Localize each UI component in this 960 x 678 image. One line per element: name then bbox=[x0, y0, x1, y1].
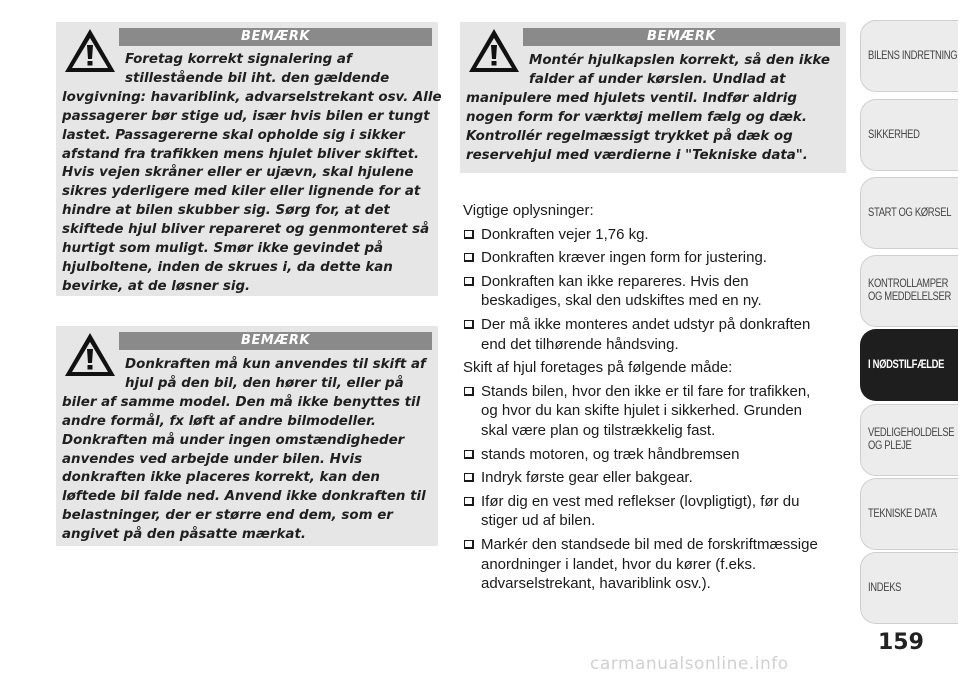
tab-label: TEKNISKE DATA bbox=[868, 507, 937, 520]
warning-line: falder af under kørslen. Undlad at bbox=[529, 71, 786, 87]
tab-label: VEDLIGEHOLDELSE bbox=[868, 427, 955, 439]
checkbox-bullet-icon bbox=[464, 387, 474, 396]
tab-i-nodstilfaelde[interactable] bbox=[860, 329, 958, 401]
tab-label: OG PLEJE bbox=[868, 440, 912, 452]
tab-label: START OG KØRSEL bbox=[868, 206, 952, 219]
checkbox-bullet-icon bbox=[464, 450, 474, 459]
warning-line: lastet. Passagererne skal opholde sig i sikker bbox=[62, 127, 405, 143]
tab-label: I NØDSTILFÆLDE bbox=[868, 358, 945, 371]
tab-label: SIKKERHED bbox=[868, 128, 920, 141]
warning-line: afstand fra trafikken mens hjulet bliver skiftet. bbox=[62, 146, 420, 162]
warning-text bbox=[62, 356, 426, 545]
warning-text bbox=[466, 52, 830, 165]
tab-label: INDEKS bbox=[868, 581, 902, 594]
warning-line: manipulere med hjulets ventil. Indfør aldrig bbox=[466, 90, 797, 106]
list-item bbox=[463, 272, 853, 311]
warning-line: lovgivning: havariblink, advarselstrekant osv. Alle bbox=[62, 89, 442, 105]
checkbox-bullet-icon bbox=[464, 540, 474, 549]
checkbox-bullet-icon bbox=[464, 320, 474, 329]
list-item-text: end det tilhørende håndsving. bbox=[481, 335, 679, 353]
list-item bbox=[463, 535, 853, 594]
checkbox-bullet-icon bbox=[464, 473, 474, 482]
intro-paragraph: Vigtige oplysninger: bbox=[463, 202, 594, 219]
tab-start-og-korsel[interactable] bbox=[860, 177, 958, 249]
tab-kontrollamper[interactable] bbox=[860, 255, 958, 327]
warning-line: løftede bil falde ned. Anvend ikke donkraften til bbox=[62, 489, 426, 505]
warning-header: BEMÆRK bbox=[119, 28, 432, 46]
warning-line: sikres yderligere med kiler eller lignende for at bbox=[62, 184, 421, 200]
warning-line: stillestående bil iht. den gældende bbox=[125, 70, 390, 86]
warning-box-2 bbox=[56, 326, 438, 546]
tab-bilens-indretning[interactable] bbox=[860, 20, 958, 92]
tab-label: BILENS INDRETNING bbox=[868, 49, 958, 62]
warning-box-1 bbox=[56, 22, 442, 296]
warning-line: passagerer bør stige ud, især hvis bilen er tungt bbox=[62, 108, 430, 124]
list-item-text: Markér den standsede bil med de forskriftmæssige bbox=[481, 535, 818, 553]
warning-box-3 bbox=[460, 22, 846, 173]
warning-line: donkraften ikke placeres korrekt, kan den bbox=[62, 470, 380, 486]
warning-line: Donkraften må under ingen omstændigheder bbox=[62, 432, 405, 448]
warning-line: anvendes ved arbejde under bilen. Hvis bbox=[62, 451, 363, 467]
intro-paragraph: Skift af hjul foretages på følgende måde: bbox=[463, 359, 733, 377]
warning-line: Foretag korrekt signalering af bbox=[125, 52, 352, 67]
warning-line: reservehjul med værdierne i "Tekniske data". bbox=[466, 147, 808, 163]
list-item-text: stands motoren, og træk håndbremsen bbox=[481, 445, 740, 463]
tab-indeks[interactable] bbox=[860, 552, 958, 624]
tab-vedligeholdelse[interactable] bbox=[860, 404, 958, 476]
list-item bbox=[463, 445, 853, 465]
list-item bbox=[463, 315, 853, 354]
warning-line: Hvis vejen skråner eller er ujævn, skal hjulene bbox=[62, 165, 414, 181]
warning-line: Kontrollér regelmæssigt trykket på dæk og bbox=[466, 128, 793, 144]
warning-header: BEMÆRK bbox=[523, 28, 840, 46]
checkbox-bullet-icon bbox=[464, 253, 474, 262]
warning-line: nogen form for værktøj mellem fælg og dæk. bbox=[466, 109, 807, 125]
list-item-text: skal være plan og tilstrækkelig fast. bbox=[481, 421, 716, 439]
list-item-text: Indryk første gear eller bakgear. bbox=[481, 469, 693, 487]
page-number: 159 bbox=[878, 630, 924, 655]
list-item-text: Donkraften kan ikke repareres. Hvis den bbox=[481, 272, 749, 290]
list-item bbox=[463, 248, 853, 268]
warning-text bbox=[62, 51, 442, 297]
warning-line: angivet på den påsatte mærkat. bbox=[62, 527, 306, 543]
tab-label: OG MEDDELELSER bbox=[868, 291, 951, 303]
watermark: carmanualsonline.info bbox=[590, 654, 789, 674]
tab-tekniske-data[interactable] bbox=[860, 478, 958, 550]
list-item bbox=[463, 492, 853, 531]
tab-label: KONTROLLAMPER bbox=[868, 278, 949, 290]
list-item-text: Donkraften kræver ingen form for justering. bbox=[481, 249, 767, 267]
list-item bbox=[463, 225, 853, 245]
warning-line: hindre at bilen skubber sig. Sørg for, at det bbox=[62, 203, 390, 219]
list-item-text: og hvor du kan skifte hjulet i sikkerhed. Grunden bbox=[481, 402, 803, 420]
list-item-text: beskadiges, skal den udskiftes med en ny. bbox=[481, 292, 762, 310]
warning-line: skiftede hjul bliver repareret og genmonteret så bbox=[62, 222, 430, 238]
list-item-text: advarselstrekant, havariblink osv.). bbox=[481, 575, 711, 593]
warning-line: belastninger, der er større end dem, som er bbox=[62, 508, 393, 524]
tab-sikkerhed[interactable] bbox=[860, 99, 958, 171]
warning-line: bevirke, at de løsner sig. bbox=[62, 278, 251, 294]
checkbox-bullet-icon bbox=[464, 277, 474, 286]
list-item bbox=[463, 382, 853, 441]
main-text bbox=[463, 201, 853, 598]
checkbox-bullet-icon bbox=[464, 497, 474, 506]
warning-line: Donkraften må kun anvendes til skift af bbox=[125, 357, 426, 372]
list-item-text: Ifør dig en vest med reflekser (lovpligtigt), før du bbox=[481, 492, 800, 510]
warning-header: BEMÆRK bbox=[119, 332, 432, 350]
list-item-text: anordninger i landet, hvor du kører (f.eks. bbox=[481, 555, 757, 573]
warning-line: hjul på den bil, den hører til, eller på bbox=[125, 375, 404, 391]
list-item-text: Der må ikke monteres andet udstyr på donkraften bbox=[481, 315, 811, 333]
list-item bbox=[463, 468, 853, 488]
warning-line: Montér hjulkapslen korrekt, så den ikke bbox=[529, 53, 830, 68]
warning-line: hjulboltene, inden de skrues i, da dette kan bbox=[62, 259, 393, 275]
warning-line: biler af samme model. Den må ikke benyttes til bbox=[62, 394, 421, 410]
list-item-text: stiger ud af bilen. bbox=[481, 512, 596, 530]
warning-line: hurtigt som muligt. Smør ikke gevindet på bbox=[62, 241, 384, 257]
checkbox-bullet-icon bbox=[464, 230, 474, 239]
list-item-text: Stands bilen, hvor den ikke er til fare for trafikken, bbox=[481, 382, 811, 400]
warning-line: andre formål, fx løft af andre bilmodeller. bbox=[62, 413, 376, 429]
list-item-text: Donkraften vejer 1,76 kg. bbox=[481, 225, 649, 243]
